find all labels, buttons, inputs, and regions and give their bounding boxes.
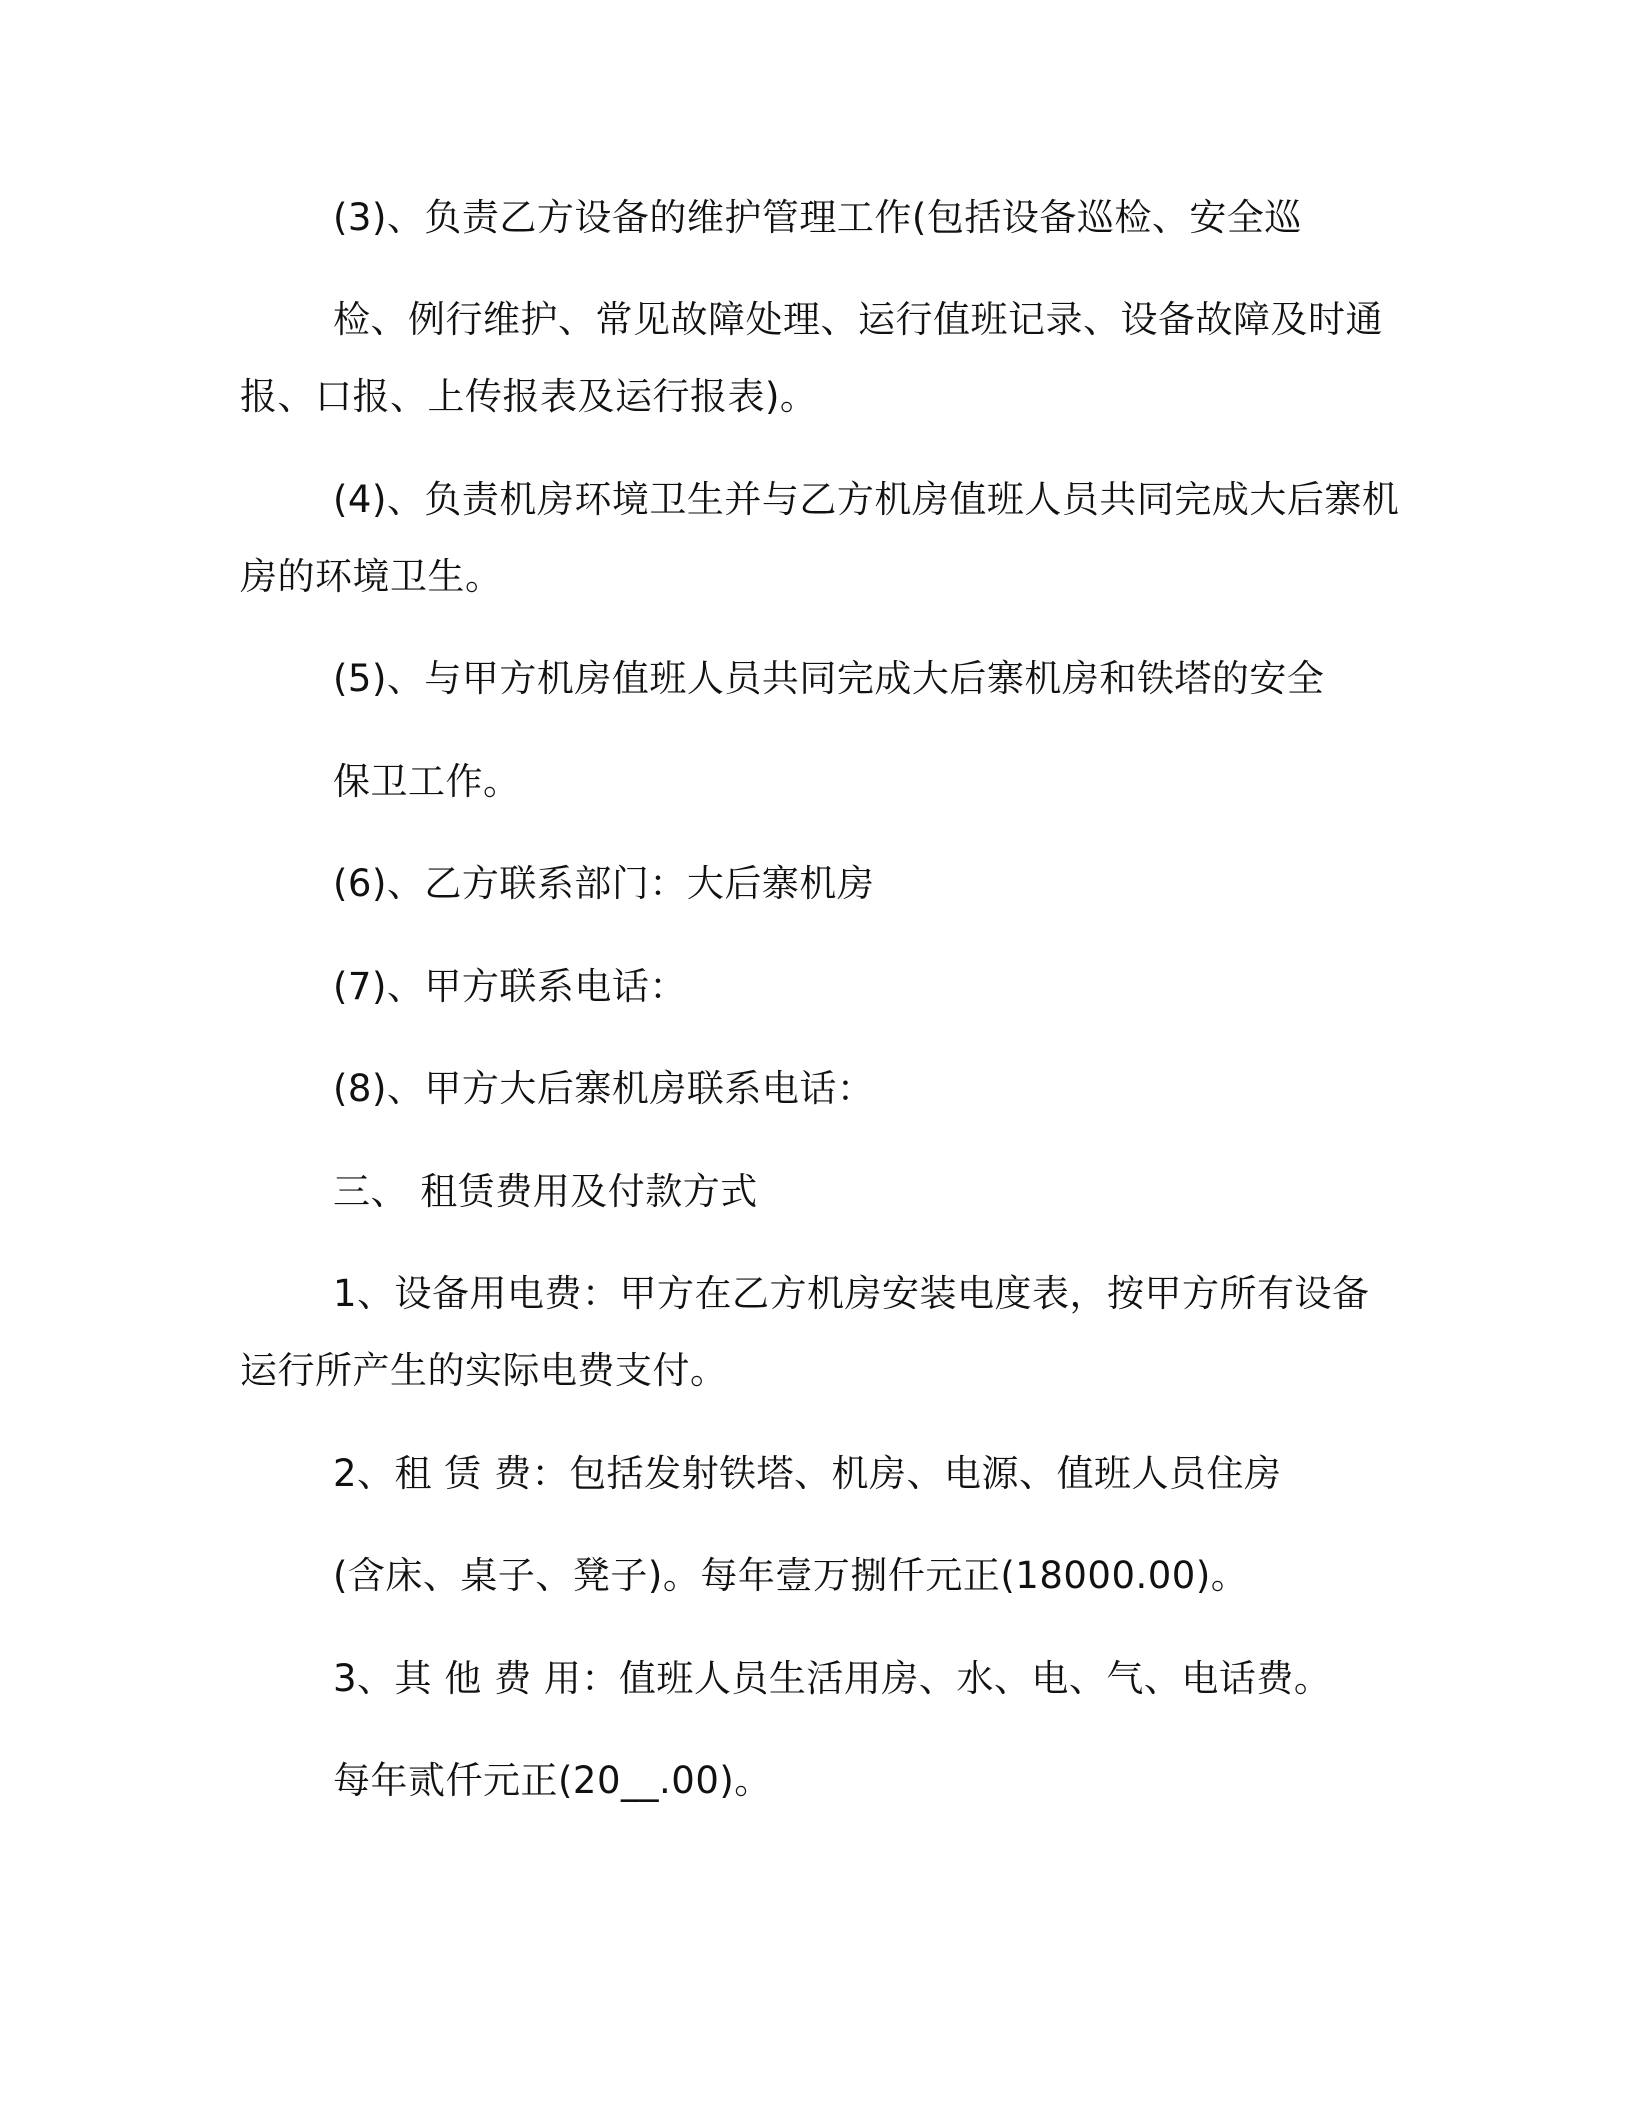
clause-3-line-2: 检、例行维护、常见故障处理、运行值班记录、设备故障及时通 [333, 298, 1383, 341]
section-3-heading: 三、 租赁费用及付款方式 [333, 1170, 758, 1213]
clause-8: (8)、甲方大后寨机房联系电话： [333, 1067, 875, 1110]
clause-7: (7)、甲方联系电话： [333, 965, 687, 1008]
fee-2-line-1: 2、租 赁 费：包括发射铁塔、机房、电源、值班人员住房 [333, 1452, 1282, 1495]
fee-3-line-2: 每年贰仟元正(20__.00)。 [333, 1759, 772, 1802]
clause-4-line-2: 房的环境卫生。 [240, 555, 503, 598]
fee-2-line-2: (含床、桌子、凳子)。每年壹万捌仟元正(18000.00)。 [333, 1554, 1249, 1597]
fee-3-line-1: 3、其 他 费 用：值班人员生活用房、水、电、气、电话费。 [333, 1657, 1332, 1700]
clause-3-line-1: (3)、负责乙方设备的维护管理工作(包括设备巡检、安全巡 [333, 196, 1302, 239]
clause-4-line-1: (4)、负责机房环境卫生并与乙方机房值班人员共同完成大后寨机 [333, 478, 1400, 521]
clause-3-line-3: 报、口报、上传报表及运行报表)。 [240, 375, 818, 418]
clause-5-line-2: 保卫工作。 [333, 760, 521, 803]
clause-5-line-1: (5)、与甲方机房值班人员共同完成大后寨机房和铁塔的安全 [333, 657, 1325, 700]
clause-6: (6)、乙方联系部门：大后寨机房 [333, 862, 875, 905]
fee-1-line-2: 运行所产生的实际电费支付。 [240, 1349, 728, 1392]
fee-1-line-1: 1、设备用电费：甲方在乙方机房安装电度表，按甲方所有设备 [333, 1272, 1370, 1315]
